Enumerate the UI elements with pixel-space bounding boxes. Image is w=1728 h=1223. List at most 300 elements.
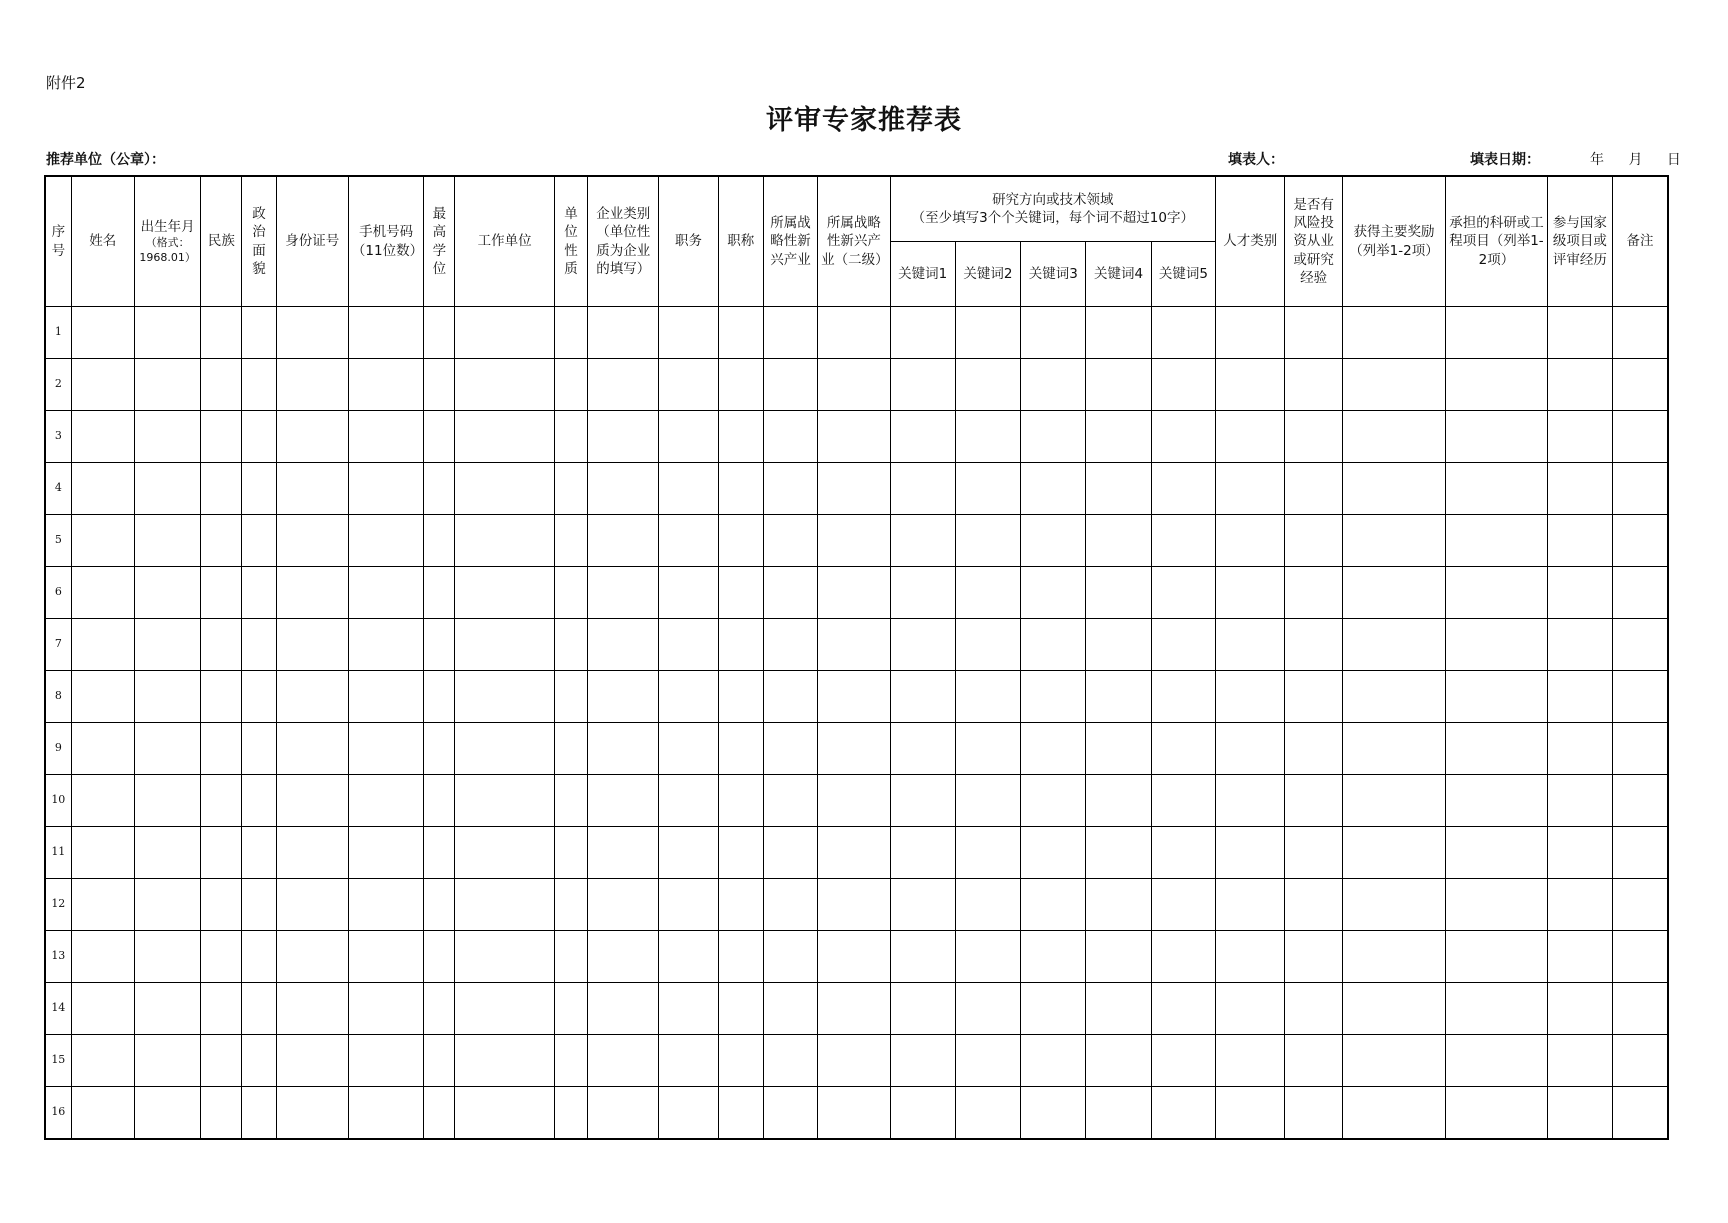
table-cell[interactable] [1547, 879, 1612, 931]
table-cell[interactable] [1285, 411, 1342, 463]
table-cell[interactable] [242, 775, 276, 827]
table-cell[interactable] [1151, 307, 1215, 359]
table-cell[interactable] [1342, 619, 1446, 671]
table-cell[interactable] [554, 1035, 587, 1087]
table-cell[interactable] [71, 619, 134, 671]
table-cell[interactable] [890, 931, 955, 983]
table-cell[interactable] [134, 827, 200, 879]
table-cell[interactable] [1342, 307, 1446, 359]
table-cell[interactable] [955, 567, 1020, 619]
table-cell[interactable] [71, 411, 134, 463]
table-cell[interactable] [588, 931, 659, 983]
table-cell[interactable] [718, 723, 763, 775]
table-cell[interactable] [1342, 827, 1446, 879]
table-cell[interactable] [201, 671, 242, 723]
table-cell[interactable] [1285, 931, 1342, 983]
table-cell[interactable] [242, 1087, 276, 1140]
table-cell[interactable] [588, 723, 659, 775]
table-cell[interactable] [1547, 723, 1612, 775]
table-cell[interactable] [1086, 671, 1151, 723]
table-cell[interactable] [201, 307, 242, 359]
table-cell[interactable] [71, 1035, 134, 1087]
table-cell[interactable] [588, 619, 659, 671]
table-cell[interactable] [424, 983, 455, 1035]
table-cell[interactable] [1086, 1035, 1151, 1087]
table-cell[interactable] [1216, 723, 1285, 775]
table-cell[interactable] [348, 723, 423, 775]
table-cell[interactable] [1021, 567, 1086, 619]
table-cell[interactable] [659, 827, 718, 879]
table-cell[interactable] [659, 1087, 718, 1140]
table-cell[interactable] [71, 827, 134, 879]
table-cell[interactable] [718, 671, 763, 723]
table-cell[interactable] [588, 775, 659, 827]
table-cell[interactable] [554, 307, 587, 359]
table-cell[interactable] [763, 515, 817, 567]
table-cell[interactable] [763, 1035, 817, 1087]
table-cell[interactable] [554, 515, 587, 567]
table-cell[interactable] [201, 463, 242, 515]
table-cell[interactable] [1342, 983, 1446, 1035]
table-cell[interactable] [1547, 359, 1612, 411]
table-cell[interactable] [818, 307, 890, 359]
table-cell[interactable] [763, 827, 817, 879]
table-cell[interactable] [718, 983, 763, 1035]
table-cell[interactable] [242, 307, 276, 359]
table-cell[interactable] [659, 879, 718, 931]
table-cell[interactable] [71, 463, 134, 515]
table-cell[interactable] [201, 879, 242, 931]
table-cell[interactable] [890, 567, 955, 619]
table-cell[interactable] [201, 931, 242, 983]
table-cell[interactable] [588, 307, 659, 359]
table-cell[interactable] [890, 411, 955, 463]
table-cell[interactable] [955, 775, 1020, 827]
table-cell[interactable] [554, 359, 587, 411]
table-cell[interactable] [134, 411, 200, 463]
table-cell[interactable] [659, 307, 718, 359]
table-cell[interactable] [455, 515, 554, 567]
table-cell[interactable] [71, 307, 134, 359]
table-cell[interactable] [134, 619, 200, 671]
table-cell[interactable] [348, 359, 423, 411]
table-cell[interactable] [1446, 463, 1547, 515]
table-cell[interactable] [242, 463, 276, 515]
table-cell[interactable] [1613, 1087, 1668, 1140]
table-cell[interactable] [348, 827, 423, 879]
table-cell[interactable] [242, 983, 276, 1035]
table-cell[interactable] [424, 671, 455, 723]
table-cell[interactable] [718, 879, 763, 931]
table-cell[interactable] [1613, 931, 1668, 983]
table-cell[interactable] [1342, 879, 1446, 931]
table-cell[interactable] [659, 983, 718, 1035]
table-cell[interactable] [1086, 983, 1151, 1035]
table-cell[interactable] [1285, 671, 1342, 723]
table-cell[interactable] [1613, 1035, 1668, 1087]
table-cell[interactable] [134, 359, 200, 411]
table-cell[interactable] [1342, 359, 1446, 411]
table-cell[interactable] [890, 827, 955, 879]
table-cell[interactable] [890, 775, 955, 827]
table-cell[interactable] [718, 1035, 763, 1087]
table-cell[interactable] [659, 931, 718, 983]
table-cell[interactable] [1446, 775, 1547, 827]
table-cell[interactable] [1151, 567, 1215, 619]
table-cell[interactable] [1342, 1035, 1446, 1087]
table-cell[interactable] [1151, 463, 1215, 515]
table-cell[interactable] [134, 671, 200, 723]
table-cell[interactable] [1613, 983, 1668, 1035]
table-cell[interactable] [818, 515, 890, 567]
table-cell[interactable] [1547, 1035, 1612, 1087]
table-cell[interactable] [1547, 775, 1612, 827]
table-cell[interactable] [1285, 463, 1342, 515]
table-cell[interactable] [659, 463, 718, 515]
table-cell[interactable] [424, 931, 455, 983]
table-cell[interactable] [276, 775, 348, 827]
table-cell[interactable] [1547, 827, 1612, 879]
table-cell[interactable] [1446, 931, 1547, 983]
table-cell[interactable] [818, 775, 890, 827]
table-cell[interactable] [1151, 983, 1215, 1035]
table-cell[interactable] [1086, 307, 1151, 359]
table-cell[interactable] [71, 775, 134, 827]
table-cell[interactable] [1342, 1087, 1446, 1140]
table-cell[interactable] [890, 307, 955, 359]
table-cell[interactable] [1151, 931, 1215, 983]
table-cell[interactable] [1151, 359, 1215, 411]
table-cell[interactable] [818, 879, 890, 931]
table-cell[interactable] [424, 411, 455, 463]
table-cell[interactable] [1547, 1087, 1612, 1140]
table-cell[interactable] [242, 671, 276, 723]
table-cell[interactable] [1446, 619, 1547, 671]
table-cell[interactable] [763, 411, 817, 463]
table-cell[interactable] [1086, 619, 1151, 671]
table-cell[interactable] [588, 1087, 659, 1140]
table-cell[interactable] [1446, 1087, 1547, 1140]
table-cell[interactable] [201, 619, 242, 671]
table-cell[interactable] [1547, 567, 1612, 619]
table-cell[interactable] [659, 359, 718, 411]
table-cell[interactable] [659, 515, 718, 567]
table-cell[interactable] [1021, 1087, 1086, 1140]
table-cell[interactable] [348, 1087, 423, 1140]
table-cell[interactable] [276, 931, 348, 983]
table-cell[interactable] [1446, 671, 1547, 723]
table-cell[interactable] [818, 671, 890, 723]
table-cell[interactable] [1151, 1087, 1215, 1140]
table-cell[interactable] [955, 983, 1020, 1035]
table-cell[interactable] [348, 775, 423, 827]
table-cell[interactable] [1151, 879, 1215, 931]
table-cell[interactable] [890, 619, 955, 671]
table-cell[interactable] [424, 307, 455, 359]
table-cell[interactable] [276, 827, 348, 879]
table-cell[interactable] [1086, 1087, 1151, 1140]
table-cell[interactable] [1342, 671, 1446, 723]
table-cell[interactable] [1613, 619, 1668, 671]
table-cell[interactable] [242, 931, 276, 983]
table-cell[interactable] [588, 671, 659, 723]
table-cell[interactable] [1086, 515, 1151, 567]
table-cell[interactable] [1285, 775, 1342, 827]
table-cell[interactable] [1151, 723, 1215, 775]
table-cell[interactable] [818, 463, 890, 515]
table-cell[interactable] [1285, 359, 1342, 411]
table-cell[interactable] [890, 879, 955, 931]
table-cell[interactable] [818, 723, 890, 775]
table-cell[interactable] [1613, 775, 1668, 827]
table-cell[interactable] [890, 359, 955, 411]
table-cell[interactable] [554, 775, 587, 827]
table-cell[interactable] [763, 983, 817, 1035]
table-cell[interactable] [71, 671, 134, 723]
table-cell[interactable] [955, 827, 1020, 879]
table-cell[interactable] [1285, 879, 1342, 931]
table-cell[interactable] [763, 359, 817, 411]
table-cell[interactable] [588, 879, 659, 931]
table-cell[interactable] [455, 567, 554, 619]
table-cell[interactable] [1021, 879, 1086, 931]
table-cell[interactable] [134, 775, 200, 827]
table-cell[interactable] [276, 879, 348, 931]
table-cell[interactable] [955, 723, 1020, 775]
table-cell[interactable] [554, 411, 587, 463]
table-cell[interactable] [424, 463, 455, 515]
table-cell[interactable] [554, 931, 587, 983]
table-cell[interactable] [1021, 515, 1086, 567]
table-cell[interactable] [1613, 515, 1668, 567]
table-cell[interactable] [1342, 723, 1446, 775]
table-cell[interactable] [554, 723, 587, 775]
table-cell[interactable] [276, 671, 348, 723]
table-cell[interactable] [1216, 671, 1285, 723]
table-cell[interactable] [1216, 983, 1285, 1035]
table-cell[interactable] [818, 619, 890, 671]
table-cell[interactable] [276, 515, 348, 567]
table-cell[interactable] [201, 411, 242, 463]
table-cell[interactable] [1151, 671, 1215, 723]
table-cell[interactable] [276, 411, 348, 463]
table-cell[interactable] [201, 515, 242, 567]
table-cell[interactable] [1342, 411, 1446, 463]
table-cell[interactable] [1021, 359, 1086, 411]
table-cell[interactable] [1285, 515, 1342, 567]
table-cell[interactable] [890, 463, 955, 515]
table-cell[interactable] [588, 567, 659, 619]
table-cell[interactable] [1446, 359, 1547, 411]
table-cell[interactable] [242, 1035, 276, 1087]
table-cell[interactable] [424, 827, 455, 879]
table-cell[interactable] [763, 463, 817, 515]
table-cell[interactable] [1021, 827, 1086, 879]
table-cell[interactable] [201, 827, 242, 879]
table-cell[interactable] [348, 931, 423, 983]
table-cell[interactable] [588, 463, 659, 515]
table-cell[interactable] [455, 723, 554, 775]
table-cell[interactable] [1613, 411, 1668, 463]
table-cell[interactable] [276, 567, 348, 619]
table-cell[interactable] [1216, 515, 1285, 567]
table-cell[interactable] [890, 723, 955, 775]
table-cell[interactable] [890, 671, 955, 723]
table-cell[interactable] [1086, 931, 1151, 983]
table-cell[interactable] [1151, 1035, 1215, 1087]
table-cell[interactable] [455, 359, 554, 411]
table-cell[interactable] [455, 931, 554, 983]
table-cell[interactable] [348, 1035, 423, 1087]
table-cell[interactable] [1446, 879, 1547, 931]
table-cell[interactable] [718, 619, 763, 671]
table-cell[interactable] [659, 671, 718, 723]
table-cell[interactable] [554, 567, 587, 619]
table-cell[interactable] [276, 1035, 348, 1087]
table-cell[interactable] [890, 1087, 955, 1140]
table-cell[interactable] [1216, 567, 1285, 619]
table-cell[interactable] [1342, 775, 1446, 827]
table-cell[interactable] [763, 723, 817, 775]
table-cell[interactable] [134, 879, 200, 931]
table-cell[interactable] [554, 671, 587, 723]
table-cell[interactable] [1285, 567, 1342, 619]
table-cell[interactable] [588, 1035, 659, 1087]
table-cell[interactable] [554, 619, 587, 671]
table-cell[interactable] [71, 359, 134, 411]
table-cell[interactable] [1086, 411, 1151, 463]
table-cell[interactable] [276, 359, 348, 411]
table-cell[interactable] [276, 1087, 348, 1140]
table-cell[interactable] [763, 879, 817, 931]
table-cell[interactable] [1021, 931, 1086, 983]
table-cell[interactable] [955, 463, 1020, 515]
table-cell[interactable] [276, 983, 348, 1035]
table-cell[interactable] [1216, 359, 1285, 411]
table-cell[interactable] [763, 567, 817, 619]
table-cell[interactable] [242, 411, 276, 463]
table-cell[interactable] [1086, 879, 1151, 931]
table-cell[interactable] [242, 567, 276, 619]
table-cell[interactable] [818, 411, 890, 463]
table-cell[interactable] [201, 1035, 242, 1087]
table-cell[interactable] [1216, 307, 1285, 359]
table-cell[interactable] [1446, 1035, 1547, 1087]
table-cell[interactable] [763, 775, 817, 827]
table-cell[interactable] [588, 411, 659, 463]
table-cell[interactable] [955, 1087, 1020, 1140]
table-cell[interactable] [1021, 775, 1086, 827]
table-cell[interactable] [890, 983, 955, 1035]
table-cell[interactable] [1216, 931, 1285, 983]
table-cell[interactable] [659, 411, 718, 463]
table-cell[interactable] [1547, 671, 1612, 723]
table-cell[interactable] [763, 671, 817, 723]
table-cell[interactable] [455, 1087, 554, 1140]
table-cell[interactable] [134, 463, 200, 515]
table-cell[interactable] [424, 723, 455, 775]
table-cell[interactable] [1613, 307, 1668, 359]
table-cell[interactable] [588, 515, 659, 567]
table-cell[interactable] [1342, 931, 1446, 983]
table-cell[interactable] [134, 1087, 200, 1140]
table-cell[interactable] [1086, 827, 1151, 879]
table-cell[interactable] [1446, 827, 1547, 879]
table-cell[interactable] [1547, 463, 1612, 515]
table-cell[interactable] [201, 723, 242, 775]
table-cell[interactable] [1216, 1087, 1285, 1140]
table-cell[interactable] [1216, 1035, 1285, 1087]
table-cell[interactable] [424, 567, 455, 619]
table-cell[interactable] [659, 723, 718, 775]
table-cell[interactable] [1086, 463, 1151, 515]
table-cell[interactable] [1151, 515, 1215, 567]
table-cell[interactable] [134, 931, 200, 983]
table-cell[interactable] [1547, 619, 1612, 671]
table-cell[interactable] [201, 359, 242, 411]
table-cell[interactable] [276, 307, 348, 359]
table-cell[interactable] [71, 723, 134, 775]
table-cell[interactable] [1216, 411, 1285, 463]
table-cell[interactable] [718, 567, 763, 619]
table-cell[interactable] [455, 463, 554, 515]
table-cell[interactable] [763, 307, 817, 359]
table-cell[interactable] [276, 619, 348, 671]
table-cell[interactable] [1446, 723, 1547, 775]
table-cell[interactable] [1342, 567, 1446, 619]
table-cell[interactable] [818, 1035, 890, 1087]
table-cell[interactable] [588, 983, 659, 1035]
table-cell[interactable] [348, 671, 423, 723]
table-cell[interactable] [276, 463, 348, 515]
table-cell[interactable] [554, 879, 587, 931]
table-cell[interactable] [455, 307, 554, 359]
table-cell[interactable] [1446, 983, 1547, 1035]
table-cell[interactable] [1613, 567, 1668, 619]
table-cell[interactable] [1021, 307, 1086, 359]
table-cell[interactable] [763, 1087, 817, 1140]
table-cell[interactable] [818, 827, 890, 879]
table-cell[interactable] [955, 931, 1020, 983]
table-cell[interactable] [134, 1035, 200, 1087]
table-cell[interactable] [1285, 1035, 1342, 1087]
table-cell[interactable] [1547, 983, 1612, 1035]
table-cell[interactable] [1285, 723, 1342, 775]
table-cell[interactable] [134, 983, 200, 1035]
table-cell[interactable] [71, 931, 134, 983]
table-cell[interactable] [955, 619, 1020, 671]
table-cell[interactable] [1021, 983, 1086, 1035]
table-cell[interactable] [455, 879, 554, 931]
table-cell[interactable] [890, 1035, 955, 1087]
table-cell[interactable] [1151, 411, 1215, 463]
table-cell[interactable] [424, 515, 455, 567]
table-cell[interactable] [718, 307, 763, 359]
table-cell[interactable] [659, 1035, 718, 1087]
table-cell[interactable] [1021, 619, 1086, 671]
table-cell[interactable] [1613, 671, 1668, 723]
table-cell[interactable] [763, 619, 817, 671]
table-cell[interactable] [242, 619, 276, 671]
table-cell[interactable] [1216, 827, 1285, 879]
table-cell[interactable] [134, 567, 200, 619]
table-cell[interactable] [134, 515, 200, 567]
table-cell[interactable] [242, 723, 276, 775]
table-cell[interactable] [1021, 723, 1086, 775]
table-cell[interactable] [1021, 1035, 1086, 1087]
table-cell[interactable] [455, 775, 554, 827]
table-cell[interactable] [1216, 879, 1285, 931]
